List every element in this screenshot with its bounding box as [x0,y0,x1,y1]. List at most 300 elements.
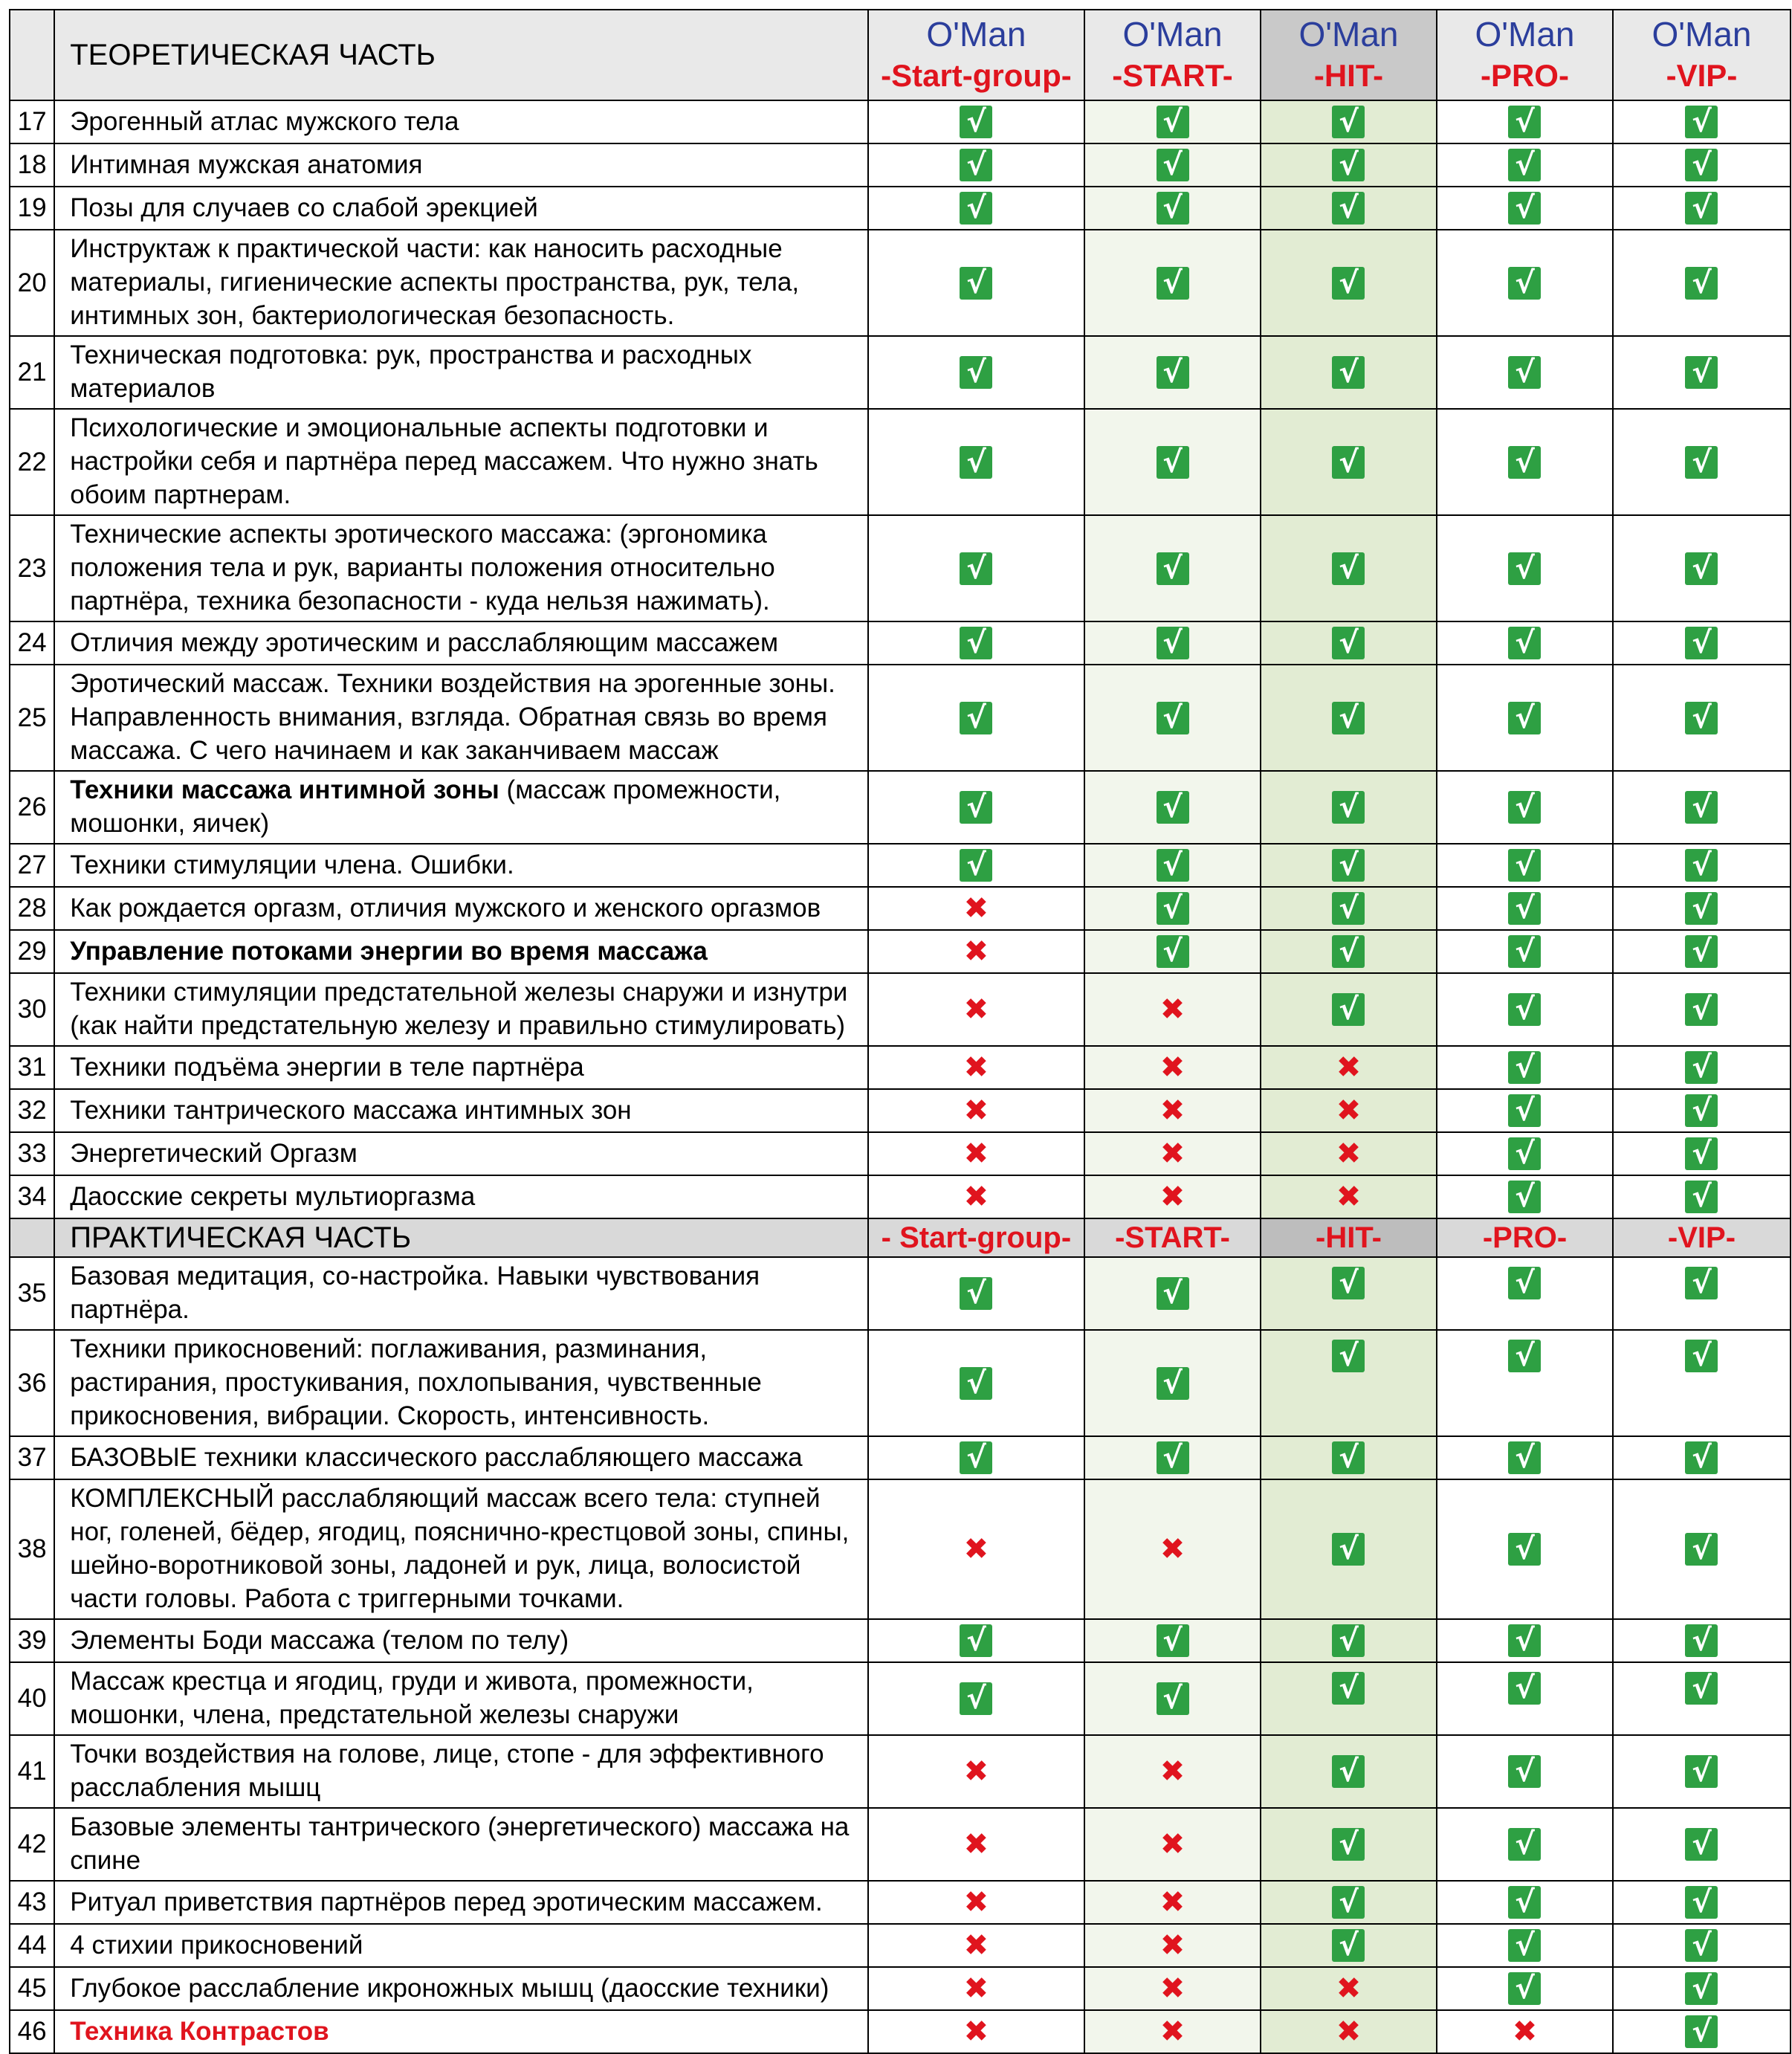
check-icon: √ [1508,149,1541,181]
header-row [10,10,1791,100]
plan-availability-cell [868,1619,1084,1662]
plan-availability-cell [1084,1735,1261,1808]
check-icon: √ [1157,627,1189,659]
plan-availability-cell [868,1436,1084,1479]
plan-availability-cell [1261,230,1437,336]
cross-icon: ✖ [1336,1180,1362,1214]
plan-availability-cell [1261,930,1437,973]
plan-availability-cell [868,1257,1084,1330]
check-icon: √ [1508,1929,1541,1962]
topic-description: Техники стимуляции члена. Ошибки. [54,844,868,887]
check-icon: √ [1508,1441,1541,1474]
plan-availability-cell [1437,1967,1613,2010]
check-icon: √ [1685,552,1718,585]
check-icon: √ [960,446,992,479]
plan-availability-cell [1613,1257,1791,1330]
cross-icon: ✖ [1159,1180,1185,1214]
plan-availability-cell [1437,336,1613,409]
plan-availability-cell [1084,621,1261,665]
check-icon: √ [1332,849,1365,882]
topic-description: Техники подъёма энергии в теле партнёра [54,1046,868,1089]
topic-description: Техническая подготовка: рук, пространства и расходных материалов [54,336,868,409]
table-row [10,1436,1791,1479]
practice-plan-tier: -HIT- [1261,1218,1437,1257]
course-comparison-table [9,9,1791,2054]
plan-availability-cell [1084,973,1261,1046]
check-icon: √ [1332,935,1365,968]
plan-availability-cell [1437,515,1613,621]
plan-availability-cell [1437,1257,1613,1330]
plan-availability-cell [1084,771,1261,844]
row-number: 41 [10,1735,54,1808]
check-icon: √ [1508,446,1541,479]
plan-hit-header [1261,10,1437,100]
topic-text: (массаж промежности, мошонки, яичек) [70,775,781,838]
plan-availability-cell [1084,409,1261,515]
table-row [10,2010,1791,2053]
topic-description: Энергетический Оргазм [54,1132,868,1175]
topic-description: Техники прикосновений: поглаживания, разминания, растирания, простукивания, похлопывания, чувственные прикосновения, вибрации. Скорость, интенсивность. [54,1330,868,1436]
check-icon: √ [1157,106,1189,138]
plan-availability-cell [868,1735,1084,1808]
cross-icon: ✖ [963,1885,989,1919]
cross-icon: ✖ [1159,1094,1185,1128]
check-icon: √ [1685,2015,1718,2048]
check-icon: √ [1685,1972,1718,2005]
topic-bold-text: Техники массажа интимной зоны [70,775,499,804]
check-icon: √ [960,1441,992,1474]
topic-bold-text: Управление потоками энергии во время массажа [70,936,708,966]
check-icon: √ [960,1367,992,1400]
plan-availability-cell [1084,665,1261,771]
plan-availability-cell [1613,1808,1791,1881]
check-icon: √ [1508,1181,1541,1213]
plan-availability-cell [1084,1808,1261,1881]
check-icon: √ [1332,356,1365,389]
plan-tier: -VIP- [1666,58,1738,93]
cross-icon: ✖ [963,1180,989,1214]
plan-availability-cell [1261,771,1437,844]
plan-start-header [1084,10,1261,100]
check-icon: √ [960,1624,992,1657]
plan-availability-cell [1084,2010,1261,2053]
plan-availability-cell [1084,187,1261,230]
plan-availability-cell [868,665,1084,771]
check-icon: √ [1157,1367,1189,1400]
cross-icon: ✖ [963,934,989,969]
check-icon: √ [1508,1672,1541,1705]
topic-description: Базовые элементы тантрического (энергетического) массажа на спине [54,1808,868,1881]
header-num-cell [10,10,54,100]
plan-availability-cell [1613,187,1791,230]
section-num-cell [10,1218,54,1257]
cross-icon: ✖ [963,1094,989,1128]
plan-availability-cell [1084,1479,1261,1619]
check-icon: √ [960,791,992,824]
plan-availability-cell [1084,1881,1261,1924]
row-number: 28 [10,887,54,930]
check-icon: √ [1332,106,1365,138]
plan-availability-cell [1437,100,1613,143]
topic-description: Интимная мужская анатомия [54,143,868,187]
plan-availability-cell [1613,844,1791,887]
check-icon: √ [1508,1051,1541,1084]
plan-availability-cell [1613,1436,1791,1479]
comparison-table-wrapper [9,9,1791,2054]
check-icon: √ [1508,702,1541,734]
plan-availability-cell [868,621,1084,665]
plan-availability-cell [1261,1257,1437,1330]
check-icon: √ [960,1682,992,1715]
check-icon: √ [1157,552,1189,585]
check-icon: √ [1508,627,1541,659]
check-icon: √ [1685,849,1718,882]
check-icon: √ [1332,627,1365,659]
plan-availability-cell [1261,336,1437,409]
plan-availability-cell [1261,665,1437,771]
plan-availability-cell [1613,621,1791,665]
check-icon: √ [1332,192,1365,225]
plan-availability-cell [1084,844,1261,887]
topic-description: Психологические и эмоциональные аспекты подготовки и настройки себя и партнёра перед массажем. Что нужно знать обоим партнерам. [54,409,868,515]
plan-availability-cell [1613,336,1791,409]
plan-availability-cell [1261,100,1437,143]
plan-availability-cell [1261,1046,1437,1089]
row-number: 38 [10,1479,54,1619]
check-icon: √ [960,849,992,882]
plan-availability-cell [1261,1662,1437,1735]
check-icon: √ [1685,935,1718,968]
table-row [10,1175,1791,1218]
topic-description: Технические аспекты эротического массажа: (эргономика положения тела и рук, варианты положения относительно партнёра, техника безопасности - куда нельзя нажимать). [54,515,868,621]
row-number: 44 [10,1924,54,1967]
topic-description: Эрогенный атлас мужского тела [54,100,868,143]
plan-availability-cell [868,844,1084,887]
plan-availability-cell [1437,1436,1613,1479]
check-icon: √ [1157,702,1189,734]
row-number: 37 [10,1436,54,1479]
plan-availability-cell [1261,973,1437,1046]
plan-availability-cell [1613,1479,1791,1619]
plan-availability-cell [868,1175,1084,1218]
row-number: 20 [10,230,54,336]
check-icon: √ [1157,1682,1189,1715]
check-icon: √ [1508,1340,1541,1372]
check-icon: √ [1685,791,1718,824]
check-icon: √ [1685,149,1718,181]
cross-icon: ✖ [1512,2015,1538,2049]
plan-availability-cell [868,887,1084,930]
table-row [10,100,1791,143]
cross-icon: ✖ [1336,2015,1362,2049]
check-icon: √ [1332,149,1365,181]
row-number: 34 [10,1175,54,1218]
cross-icon: ✖ [1159,1885,1185,1919]
plan-availability-cell [1613,1924,1791,1967]
plan-availability-cell [1613,1881,1791,1924]
cross-icon: ✖ [1336,1971,1362,2006]
plan-availability-cell [868,336,1084,409]
plan-availability-cell [1437,1808,1613,1881]
check-icon: √ [1332,791,1365,824]
table-row [10,409,1791,515]
cross-icon: ✖ [1159,1532,1185,1566]
topic-description: Точки воздействия на голове, лице, стопе - для эффективного расслабления мышц [54,1735,868,1808]
plan-availability-cell [1613,100,1791,143]
table-row [10,1089,1791,1132]
check-icon: √ [1157,892,1189,925]
plan-availability-cell [1437,1735,1613,1808]
table-row [10,621,1791,665]
check-icon: √ [1157,849,1189,882]
plan-availability-cell [868,1808,1084,1881]
cross-icon: ✖ [963,1532,989,1566]
row-number: 45 [10,1967,54,2010]
topic-description: КОМПЛЕКСНЫЙ расслабляющий массаж всего тела: ступней ног, голеней, бёдер, ягодиц, пояснично-крестцовой зоны, спины, шейно-воротниковой зоны, ладоней и рук, лица, волосистой части головы. Работа с триггерными точками. [54,1479,868,1619]
plan-availability-cell [1261,1132,1437,1175]
plan-availability-cell [1261,409,1437,515]
check-icon: √ [1508,892,1541,925]
plan-availability-cell [868,1330,1084,1436]
row-number: 30 [10,973,54,1046]
table-row [10,187,1791,230]
check-icon: √ [1685,446,1718,479]
cross-icon: ✖ [963,1928,989,1963]
check-icon: √ [1685,993,1718,1026]
plan-availability-cell [1261,515,1437,621]
cross-icon: ✖ [1159,2015,1185,2049]
plan-availability-cell [1437,887,1613,930]
plan-availability-cell [1261,621,1437,665]
row-number: 33 [10,1132,54,1175]
table-row [10,1808,1791,1881]
check-icon: √ [1332,267,1365,300]
plan-availability-cell [1437,771,1613,844]
row-number: 46 [10,2010,54,2053]
plan-availability-cell [1084,1967,1261,2010]
plan-availability-cell [1084,1330,1261,1436]
table-row [10,973,1791,1046]
table-row [10,887,1791,930]
check-icon: √ [1332,892,1365,925]
plan-brand: O'Man [1298,15,1399,54]
check-icon: √ [1508,267,1541,300]
check-icon: √ [1508,935,1541,968]
check-icon: √ [1157,446,1189,479]
check-icon: √ [1685,356,1718,389]
cross-icon: ✖ [1336,1050,1362,1085]
row-number: 43 [10,1881,54,1924]
check-icon: √ [1685,1181,1718,1213]
plan-availability-cell [1084,1175,1261,1218]
plan-availability-cell [1613,1662,1791,1735]
check-icon: √ [1157,791,1189,824]
table-row [10,665,1791,771]
plan-availability-cell [868,1046,1084,1089]
plan-availability-cell [1437,2010,1613,2053]
plan-tier: -PRO- [1480,58,1569,93]
row-number: 23 [10,515,54,621]
practice-plan-tier: -START- [1084,1218,1261,1257]
plan-availability-cell [1084,1619,1261,1662]
cross-icon: ✖ [1336,1094,1362,1128]
plan-availability-cell [1261,187,1437,230]
plan-tier: -START- [1112,58,1233,93]
row-number: 35 [10,1257,54,1330]
check-icon: √ [1685,1755,1718,1788]
table-row [10,1735,1791,1808]
plan-availability-cell [868,973,1084,1046]
plan-availability-cell [1437,1881,1613,1924]
plan-availability-cell [868,409,1084,515]
check-icon: √ [960,1277,992,1310]
plan-availability-cell [1437,973,1613,1046]
plan-availability-cell [1613,515,1791,621]
check-icon: √ [1508,1624,1541,1657]
plan-availability-cell [1437,1132,1613,1175]
plan-availability-cell [1437,665,1613,771]
row-number: 26 [10,771,54,844]
check-icon: √ [1157,356,1189,389]
table-row [10,1132,1791,1175]
plan-availability-cell [1437,187,1613,230]
plan-availability-cell [1613,1735,1791,1808]
check-icon: √ [960,552,992,585]
plan-availability-cell [1084,1089,1261,1132]
check-icon: √ [1332,1624,1365,1657]
plan-availability-cell [1437,143,1613,187]
check-icon: √ [1332,1755,1365,1788]
row-number: 27 [10,844,54,887]
plan-tier: -HIT- [1313,58,1384,93]
plan-availability-cell [1613,1967,1791,2010]
cross-icon: ✖ [1159,1827,1185,1861]
table-row [10,1046,1791,1089]
plan-availability-cell [1261,887,1437,930]
topic-description: Базовая медитация, со-настройка. Навыки чувствования партнёра. [54,1257,868,1330]
row-number: 24 [10,621,54,665]
table-row [10,771,1791,844]
plan-availability-cell [1613,771,1791,844]
plan-availability-cell [868,1881,1084,1924]
check-icon: √ [1685,627,1718,659]
table-row [10,1619,1791,1662]
plan-availability-cell [1261,1330,1437,1436]
cross-icon: ✖ [963,1050,989,1085]
check-icon: √ [1157,1624,1189,1657]
plan-start-group-header [868,10,1084,100]
plan-availability-cell [1613,2010,1791,2053]
plan-availability-cell [1613,1132,1791,1175]
plan-pro-header [1437,10,1613,100]
topic-description: Даосские секреты мультиоргазма [54,1175,868,1218]
plan-availability-cell [1437,1924,1613,1967]
table-row [10,143,1791,187]
plan-availability-cell [1084,1436,1261,1479]
check-icon: √ [960,702,992,734]
topic-description: Эротический массаж. Техники воздействия на эрогенные зоны. Направленность внимания, взгляда. Обратная связь во время массажа. С чего начинаем и как заканчиваем массаж [54,665,868,771]
plan-availability-cell [1437,621,1613,665]
plan-availability-cell [1084,930,1261,973]
check-icon: √ [1332,1267,1365,1299]
practice-section-title: ПРАКТИЧЕСКАЯ ЧАСТЬ [54,1218,868,1257]
row-number: 36 [10,1330,54,1436]
check-icon: √ [1685,1929,1718,1962]
plan-availability-cell [868,187,1084,230]
row-number: 29 [10,930,54,973]
row-number: 21 [10,336,54,409]
check-icon: √ [1508,1267,1541,1299]
check-icon: √ [1508,106,1541,138]
topic-description: Элементы Боди массажа (телом по телу) [54,1619,868,1662]
plan-availability-cell [1261,1479,1437,1619]
plan-availability-cell [1437,230,1613,336]
check-icon: √ [1332,552,1365,585]
check-icon: √ [1332,1929,1365,1962]
practice-section-header-row [10,1218,1791,1257]
plan-availability-cell [1261,1619,1437,1662]
topic-description: Глубокое расслабление икроножных мышц (даосские техники) [54,1967,868,2010]
table-row [10,1479,1791,1619]
plan-availability-cell [1437,1330,1613,1436]
check-icon: √ [1685,267,1718,300]
plan-brand: O'Man [1475,15,1575,54]
topic-description: Ритуал приветствия партнёров перед эротическим массажем. [54,1881,868,1924]
plan-availability-cell [1084,1924,1261,1967]
row-number: 39 [10,1619,54,1662]
check-icon: √ [1685,1828,1718,1861]
row-number: 17 [10,100,54,143]
cross-icon: ✖ [963,891,989,926]
check-icon: √ [1157,149,1189,181]
check-icon: √ [1685,1624,1718,1657]
check-icon: √ [1685,1051,1718,1084]
check-icon: √ [1508,1137,1541,1170]
plan-availability-cell [1613,409,1791,515]
cross-icon: ✖ [963,1754,989,1789]
plan-availability-cell [1613,1330,1791,1436]
cross-icon: ✖ [963,992,989,1027]
check-icon: √ [1157,935,1189,968]
plan-availability-cell [1084,143,1261,187]
check-icon: √ [960,267,992,300]
cross-icon: ✖ [963,1137,989,1171]
plan-availability-cell [868,771,1084,844]
check-icon: √ [1508,1755,1541,1788]
row-number: 22 [10,409,54,515]
check-icon: √ [960,192,992,225]
cross-icon: ✖ [963,1971,989,2006]
check-icon: √ [1685,1441,1718,1474]
plan-availability-cell [1437,1479,1613,1619]
check-icon: √ [1508,1886,1541,1919]
plan-availability-cell [1261,1881,1437,1924]
plan-availability-cell [1084,1046,1261,1089]
table-row [10,1967,1791,2010]
plan-availability-cell [1084,1662,1261,1735]
plan-availability-cell [1437,1175,1613,1218]
check-icon: √ [1157,192,1189,225]
plan-availability-cell [1084,1257,1261,1330]
table-row [10,1924,1791,1967]
practice-plan-tier: - Start-group- [868,1218,1084,1257]
row-number: 19 [10,187,54,230]
check-icon: √ [1685,1094,1718,1127]
cross-icon: ✖ [1336,1137,1362,1171]
table-row [10,1881,1791,1924]
topic-description: Отличия между эротическим и расслабляющим массажем [54,621,868,665]
check-icon: √ [960,356,992,389]
